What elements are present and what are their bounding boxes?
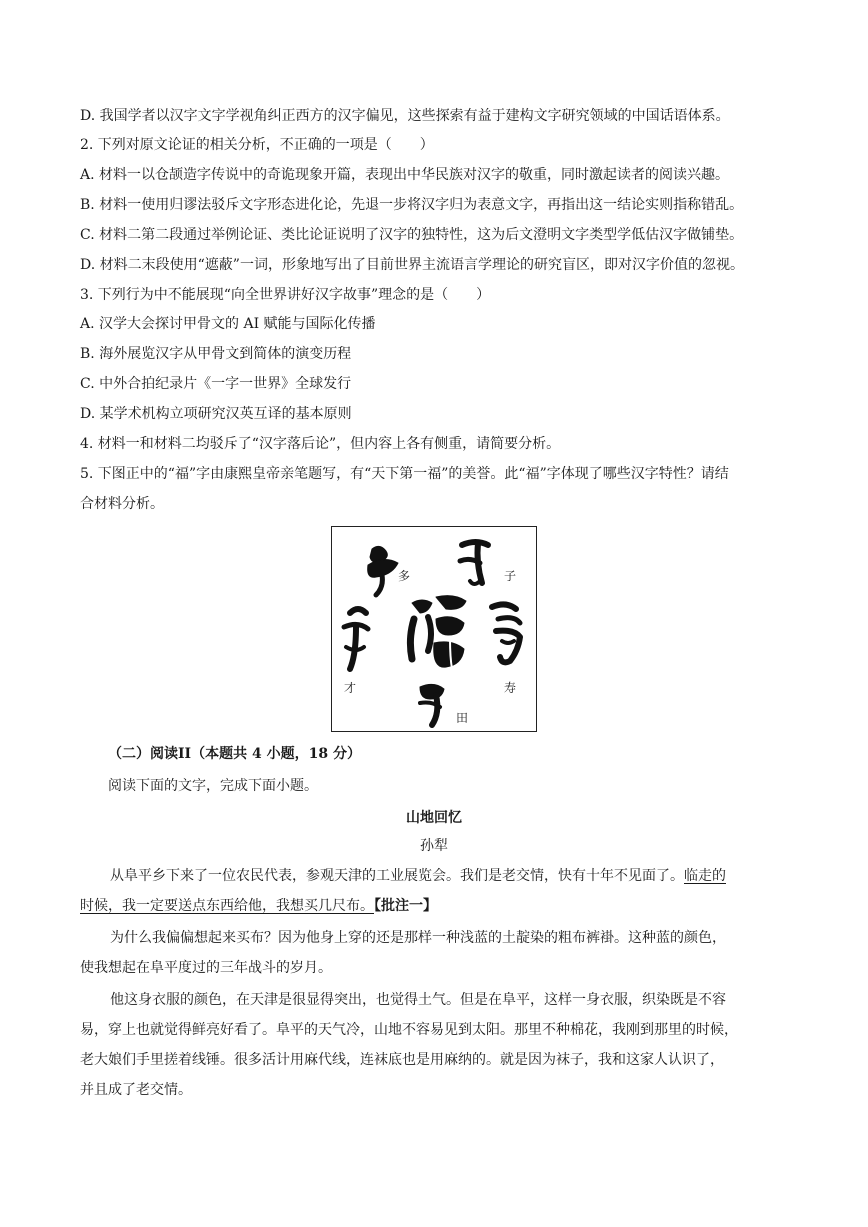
option-d-q1: D. 我国学者以汉字文字学视角纠正西方的汉字偏见，这些探索有益于建构文字研究领域的中国话语体系。 xyxy=(80,108,730,124)
calligraphy-center-fu-glyph xyxy=(410,596,466,669)
option-b-q3: B. 海外展览汉字从甲骨文到简体的演变历程 xyxy=(80,346,352,362)
paragraph-2-line-1: 为什么我偏偏想起来买布？因为他身上穿的还是那样一种浅蓝的土靛染的粗布裤褂。这种蓝的颜色， xyxy=(110,930,726,946)
section-instruction: 阅读下面的文字，完成下面小题。 xyxy=(108,778,318,794)
calligraphy-right-glyph xyxy=(492,604,520,662)
option-c-q2: C. 材料二第二段通过举例论证、类比论证说明了汉字的独特性，这为后文澄明文字类型学低估汉字做铺垫。 xyxy=(80,227,744,243)
figure-label-shou: 寿 xyxy=(504,681,517,695)
question-3: 3. 下列行为中不能展现“向全世界讲好汉字故事”理念的是（ ） xyxy=(80,287,491,303)
figure-label-cai: 才 xyxy=(344,681,357,695)
calligraphy-bottom-glyph xyxy=(420,684,444,725)
option-d-q3: D. 某学术机构立项研究汉英互译的基本原则 xyxy=(80,406,352,422)
annotated-sentence-end: 时候，我一定要送点东西给他，我想买几尺布。 xyxy=(80,898,374,914)
calligraphy-left-glyph xyxy=(344,609,368,669)
question-4: 4. 材料一和材料二均驳斥了“汉字落后论”，但内容上各有侧重，请简要分析。 xyxy=(80,436,561,452)
paragraph-3-line-1: 他这身衣服的颜色，在天津是很显得突出，也觉得土气。但是在阜平，这样一身衣服，织染既是不容 xyxy=(110,992,726,1008)
calligraphy-top-left-glyph xyxy=(368,546,398,595)
annotated-sentence-start: 临走的 xyxy=(684,868,726,884)
figure-label-zi: 子 xyxy=(504,569,517,583)
paragraph-2-line-2: 使我想起在阜平度过的三年战斗的岁月。 xyxy=(80,960,332,976)
calligraphy-top-right-glyph xyxy=(460,542,488,584)
figure-label-tian: 田 xyxy=(456,711,469,725)
paragraph-3-line-2: 易，穿上也就觉得鲜亮好看了。阜平的天气冷，山地不容易见到太阳。那里不种棉花，我刚到那里的时候， xyxy=(80,1022,738,1038)
question-5-line2: 合材料分析。 xyxy=(80,496,164,512)
option-d-q2: D. 材料二末段使用“遮蔽”一词，形象地写出了目前世界主流语言学理论的研究盲区，即对汉字价值的忽视。 xyxy=(80,257,744,273)
option-c-q3: C. 中外合拍纪录片《一字一世界》全球发行 xyxy=(80,376,352,392)
paragraph-3-line-4: 并且成了老交情。 xyxy=(80,1082,192,1098)
question-2: 2. 下列对原文论证的相关分析，不正确的一项是（ ） xyxy=(80,137,434,153)
figure-label-duo: 多 xyxy=(398,569,411,583)
annotation-marker-1: 【批注一】 xyxy=(374,898,437,914)
paragraph-1-text-a: 从阜平乡下来了一位农民代表，参观天津的工业展览会。我们是老交情，快有十年不见面了。 xyxy=(110,868,684,884)
paragraph-3-line-3: 老大娘们手里搓着线锤。很多活计用麻代线，连袜底也是用麻纳的。就是因为袜子，我和这家人认识了， xyxy=(80,1052,724,1068)
option-a-q3: A. 汉学大会探讨甲骨文的 AI 赋能与国际化传播 xyxy=(80,316,376,332)
question-5-line1: 5. 下图正中的“福”字由康熙皇帝亲笔题写，有“天下第一福”的美誉。此“福”字体现了哪些汉字特性？请结 xyxy=(80,466,729,482)
section-heading: （二）阅读II（本题共 4 小题，18 分） xyxy=(108,746,361,762)
paragraph-1-line-1 xyxy=(110,866,820,886)
calligraphy-fu-figure xyxy=(331,526,537,732)
option-a-q2: A. 材料一以仓颉造字传说中的奇诡现象开篇，表现出中华民族对汉字的敬重，同时激起读者的阅读兴趣。 xyxy=(80,167,730,183)
option-b-q2: B. 材料一使用归谬法驳斥文字形态进化论，先退一步将汉字归为表意文字，再指出这一结论实则指称错乱。 xyxy=(80,197,744,213)
passage-author: 孙犁 xyxy=(420,838,448,854)
paragraph-1-line-2 xyxy=(80,896,790,916)
passage-title: 山地回忆 xyxy=(406,810,462,826)
calligraphy-strokes xyxy=(332,527,538,733)
